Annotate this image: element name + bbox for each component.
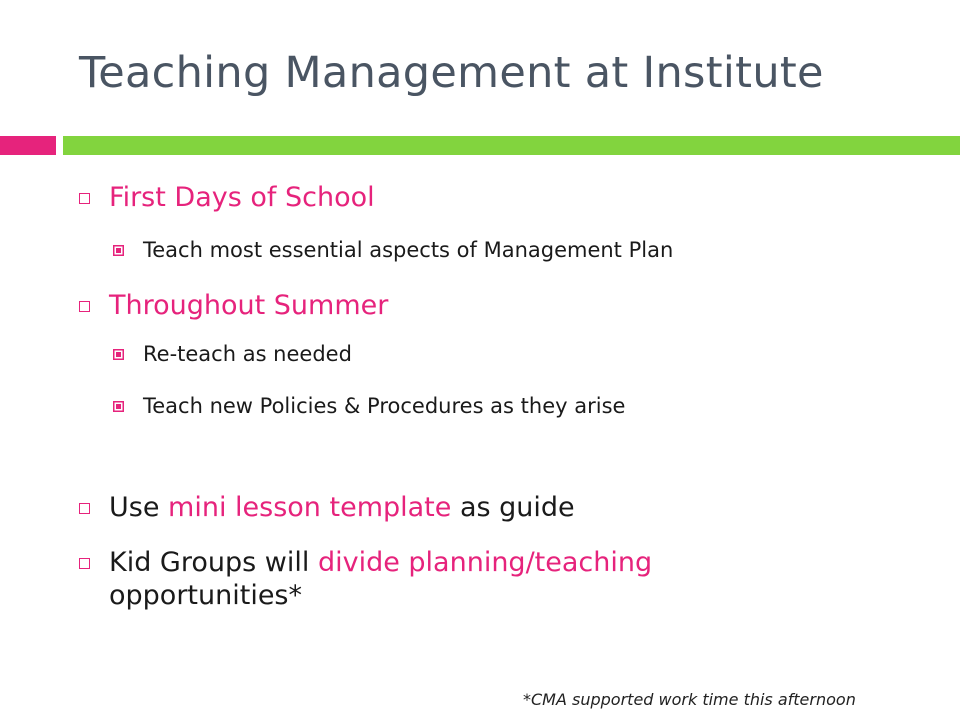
- sub-bullet-reteach: [113, 341, 352, 367]
- hollow-square-icon: [79, 193, 90, 204]
- filled-square-icon: [113, 401, 124, 412]
- bullet-text-post: as guide: [451, 492, 575, 523]
- hollow-square-icon: [79, 301, 90, 312]
- bullet-mini-lesson: [79, 491, 575, 524]
- filled-square-icon: [113, 349, 124, 360]
- sub-bullet-text: Teach new Policies & Procedures as they arise: [143, 394, 626, 418]
- bullet-text: First Days of School: [109, 182, 375, 213]
- bullet-text-highlight: mini lesson template: [168, 492, 452, 523]
- bullet-kid-groups: [79, 546, 652, 612]
- hollow-square-icon: [79, 558, 90, 569]
- filled-square-icon: [113, 245, 124, 256]
- bullet-text: Throughout Summer: [109, 290, 389, 321]
- bullet-first-days: [79, 181, 375, 214]
- bullet-text-pre: Use: [109, 492, 169, 523]
- sub-bullet-essential-aspects: [113, 237, 673, 263]
- accent-bar-green: [63, 136, 960, 155]
- sub-bullet-text: Re-teach as needed: [143, 342, 352, 366]
- hollow-square-icon: [79, 503, 90, 514]
- sub-bullet-text: Teach most essential aspects of Management Plan: [143, 238, 674, 262]
- sub-bullet-new-policies: [113, 393, 625, 419]
- slide-title: Teaching Management at Institute: [79, 48, 824, 98]
- bullet-text-highlight: divide planning/teaching: [317, 547, 653, 578]
- bullet-text-line2: opportunities*: [109, 580, 302, 611]
- footnote: *CMA supported work time this afternoon: [523, 690, 856, 709]
- accent-bar-pink: [0, 136, 56, 155]
- bullet-text-pre: Kid Groups will: [109, 547, 318, 578]
- bullet-throughout-summer: [79, 289, 388, 322]
